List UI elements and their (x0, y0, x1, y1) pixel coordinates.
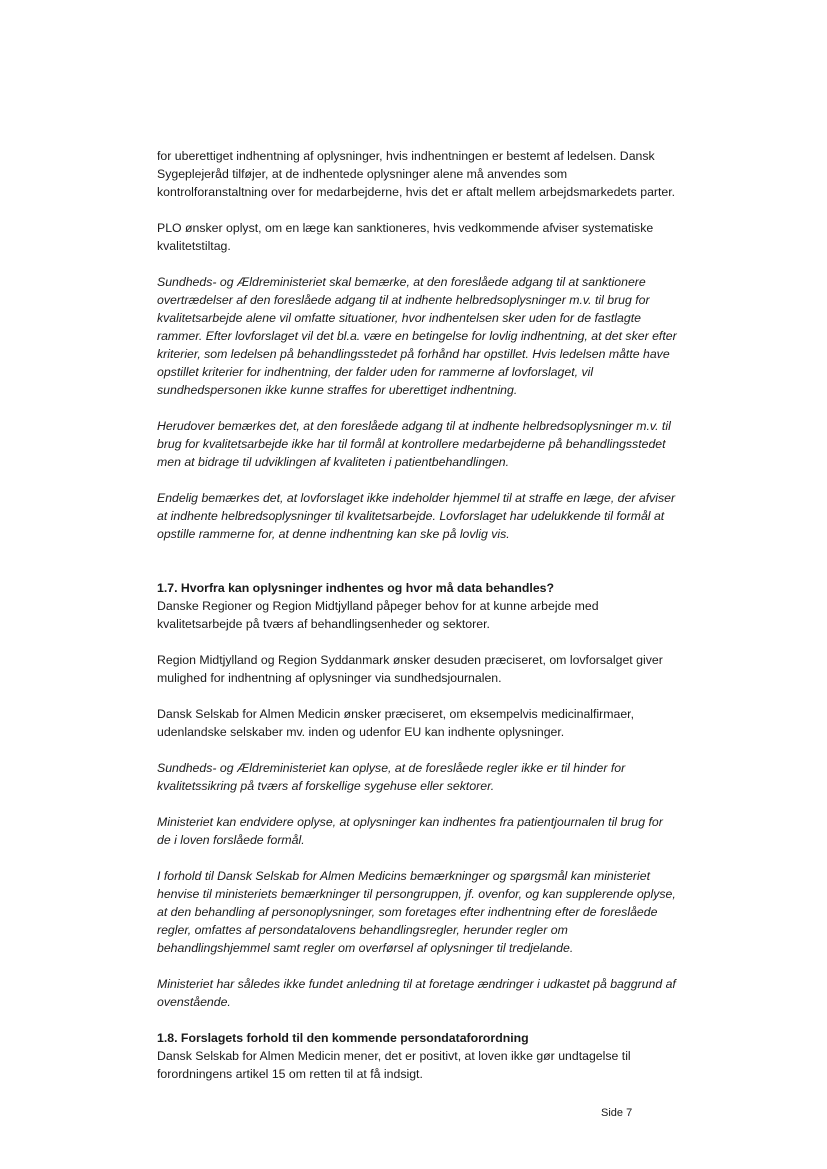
paragraph-ministry-response: Endelig bemærkes det, at lovforslaget ikke indeholder hjemmel til at straffe en læge, der afviser at indhente helbredsoplysninger til kvalitetsarbejde. Lovforslaget har udelukkende til formål at opstille rammerne for, at denne indhentning kan ske på lovlig vis. (157, 491, 676, 541)
paragraph: for uberettiget indhentning af oplysninger, hvis indhentningen er bestemt af ledelsen. Dansk Sygeplejeråd tilføjer, at de indhentede oplysninger alene må anvendes som kontrolforanstaltning over for medarbejderne, hvis det er aftalt mellem arbejdsmarkedets parter. (157, 149, 676, 199)
paragraph: Region Midtjylland og Region Syddanmark ønsker desuden præciseret, om lovforsalget giver mulighed for indhentning af oplysninger via sundhedsjournalen. (157, 653, 663, 685)
paragraph: Danske Regioner og Region Midtjylland påpeger behov for at kunne arbejde med kvalitetsarbejde på tværs af behandlingsenheder og sektorer. (157, 599, 599, 631)
paragraph: PLO ønsker oplyst, om en læge kan sanktioneres, hvis vedkommende afviser systematiske kvalitetstiltag. (157, 221, 654, 253)
section-spacer (157, 561, 677, 579)
paragraph-ministry-response: I forhold til Dansk Selskab for Almen Medicins bemærkninger og spørgsmål kan ministeriet henvise til ministeriets bemærkninger til persongruppen, jf. ovenfor, og kan supplerende oplyse, at den behandling af personoplysninger, som foretages efter indhentning efter de foreslåede regler, omfattes af persondatalovens behandlingsregler, herunder regler om behandlingshjemmel samt regler om overførsel af oplysninger til tredjelande. (157, 869, 676, 955)
paragraph-ministry-response: Herudover bemærkes det, at den foreslåede adgang til at indhente helbredsoplysninger m.v. til brug for kvalitetsarbejde ikke har til formål at kontrollere medarbejderne på behandlingsstedet men at bidrage til udviklingen af kvaliteten i patientbehandlingen. (157, 419, 671, 469)
section-heading-1-7: 1.7. Hvorfra kan oplysninger indhentes og hvor må data behandles? (157, 581, 555, 595)
paragraph: Dansk Selskab for Almen Medicin mener, det er positivt, at loven ikke gør undtagelse til forordningens artikel 15 om retten til at få indsigt. (157, 1049, 631, 1081)
paragraph-ministry-response: Ministeriet har således ikke fundet anledning til at foretage ændringer i udkastet på baggrund af ovenstående. (157, 977, 676, 1009)
paragraph-ministry-response: Ministeriet kan endvidere oplyse, at oplysninger kan indhentes fra patientjournalen til brug for de i loven forslåede formål. (157, 815, 663, 847)
paragraph-ministry-response: Sundheds- og Ældreministeriet kan oplyse, at de foreslåede regler ikke er til hinder for kvalitetssikring på tværs af forskellige sygehuse eller sektorer. (157, 761, 626, 793)
paragraph-ministry-response: Sundheds- og Ældreministeriet skal bemærke, at den foreslåede adgang til at sanktionere overtrædelser af den foreslåede adgang til at indhente helbredsoplysninger m.v. til brug for kvalitetsarbejde alene vil omfatte situationer, hvor indhentelsen sker uden for de fastlagte rammer. Efter lovforslaget vil det bl.a. være en betingelse for lovlig indhentning, at det sker efter kriterier, som ledelsen på behandlingsstedet på forhånd har opstillet. Hvis ledelsen måtte have opstillet kriterier for indhentning, der falder uden for rammerne af lovforslaget, vil sundhedspersonen ikke kunne straffes for uberettiget indhentning. (157, 275, 677, 397)
document-body (157, 147, 677, 1101)
paragraph: Dansk Selskab for Almen Medicin ønsker præciseret, om eksempelvis medicinalfirmaer, udenlandske selskaber mv. inden og udenfor EU kan indhente oplysninger. (157, 707, 635, 739)
page-number: Side 7 (601, 1107, 633, 1119)
section-heading-1-8: 1.8. Forslagets forhold til den kommende persondataforordning (157, 1031, 529, 1045)
